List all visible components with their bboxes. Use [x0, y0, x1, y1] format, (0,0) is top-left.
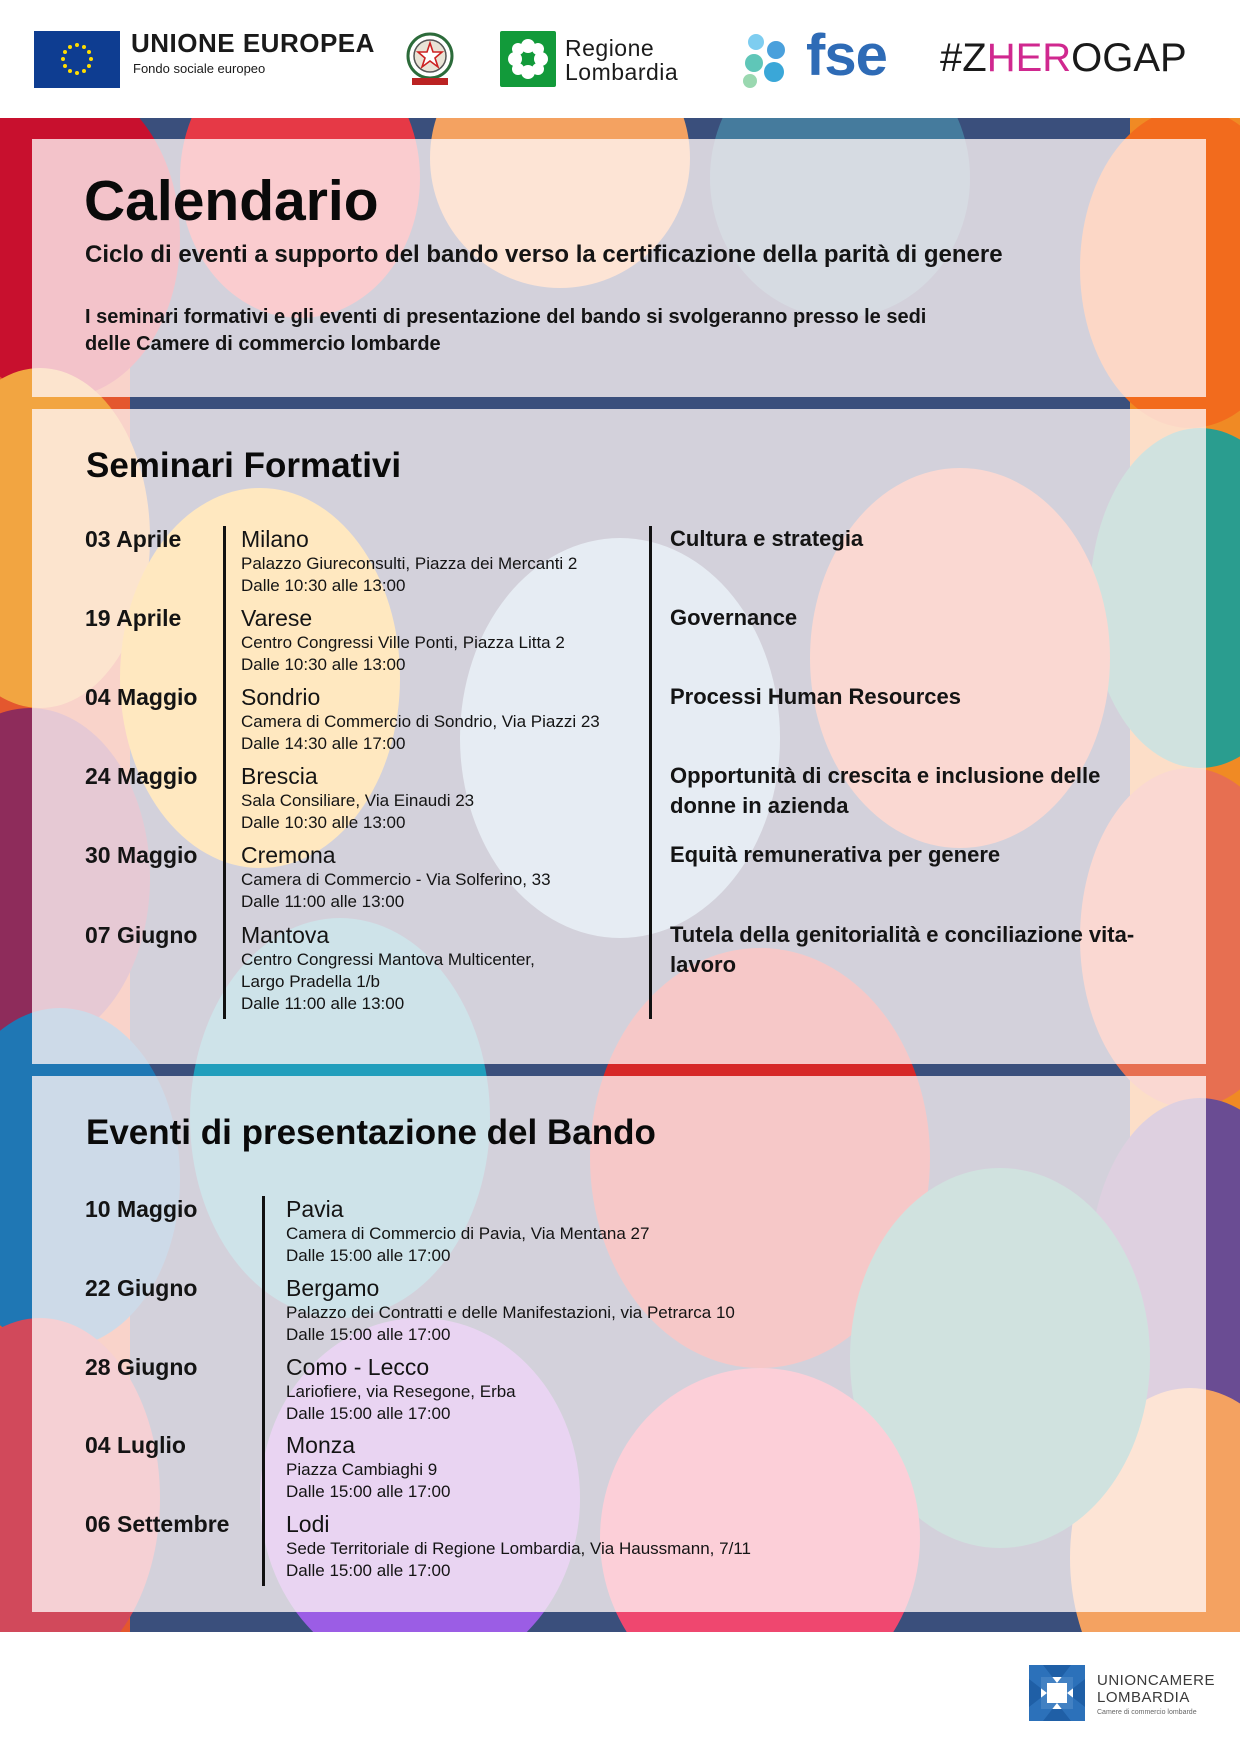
eu-subtitle: Fondo sociale europeo: [133, 61, 266, 76]
hashtag-prefix: #Z: [940, 36, 987, 80]
event-date: 04 Luglio: [85, 1432, 186, 1458]
event-topic: Opportunità di crescita e inclusione delle donne in azienda: [670, 763, 1101, 818]
event-detail: Dalle 14:30 alle 17:00: [241, 734, 406, 753]
page-subtitle: Ciclo di eventi a supporto del bando verso la certificazione della parità di genere: [85, 241, 1003, 268]
event-city: Pavia: [286, 1196, 344, 1222]
event-date: 24 Maggio: [85, 763, 198, 789]
event-topic: Cultura e strategia: [670, 526, 864, 551]
event-detail: Piazza Cambiaghi 9: [286, 1460, 438, 1479]
event-topic: Tutela della genitorialità e conciliazione vita-lavoro: [670, 922, 1135, 977]
fse-molecule-icon: [736, 30, 794, 90]
seminari-divider-left: [223, 526, 226, 1019]
event-detail: Lariofiere, via Resegone, Erba: [286, 1382, 516, 1401]
hashtag-zherogap: [940, 36, 1187, 81]
event-city: Monza: [286, 1432, 356, 1458]
event-detail: Dalle 10:30 alle 13:00: [241, 655, 406, 674]
event-detail: Dalle 10:30 alle 13:00: [241, 576, 406, 595]
event-detail: Palazzo Giureconsulti, Piazza dei Mercanti 2: [241, 554, 578, 573]
event-detail: Palazzo dei Contratti e delle Manifestazioni, via Petrarca 10: [286, 1303, 735, 1322]
event-detail: Dalle 15:00 alle 17:00: [286, 1561, 451, 1580]
event-detail: Dalle 10:30 alle 13:00: [241, 813, 406, 832]
event-detail: Dalle 15:00 alle 17:00: [286, 1246, 451, 1265]
unioncamere-wordmark: [1097, 1672, 1215, 1706]
event-date: 07 Giugno: [85, 922, 198, 948]
event-detail: Camera di Commercio di Sondrio, Via Piazzi 23: [241, 712, 600, 731]
event-detail: Dalle 11:00 alle 13:00: [241, 892, 405, 911]
event-city: Milano: [241, 526, 309, 552]
event-topic: Equità remunerativa per genere: [670, 842, 1001, 867]
event-detail: Centro Congressi Ville Ponti, Piazza Litta 2: [241, 633, 565, 652]
event-detail: Centro Congressi Mantova Multicenter,: [241, 950, 535, 969]
event-city: Brescia: [241, 763, 318, 789]
event-date: 06 Settembre: [85, 1511, 230, 1537]
event-detail: Dalle 11:00 alle 13:00: [241, 994, 405, 1013]
event-date: 30 Maggio: [85, 842, 198, 868]
event-city: Sondrio: [241, 684, 321, 710]
eu-stars-icon: [34, 31, 120, 88]
event-date: 04 Maggio: [85, 684, 198, 710]
logo-header: [0, 0, 1240, 118]
intro-line-2: delle Camere di commercio lombarde: [85, 333, 441, 355]
event-city: Cremona: [241, 842, 336, 868]
intro-line-1: I seminari formativi e gli eventi di presentazione del bando si svolgeranno presso le sedi: [85, 306, 927, 328]
event-detail: Dalle 15:00 alle 17:00: [286, 1404, 451, 1423]
event-detail: Sede Territoriale di Regione Lombardia, Via Haussmann, 7/11: [286, 1539, 751, 1558]
regione-lombardia-logo: [500, 31, 556, 87]
eventi-divider: [262, 1196, 265, 1586]
page-title: Calendario: [84, 169, 379, 233]
event-topic: Processi Human Resources: [670, 684, 962, 709]
event-detail: Largo Pradella 1/b: [241, 972, 380, 991]
event-date: 28 Giugno: [85, 1354, 198, 1380]
org-line1: UNIONCAMERE: [1097, 1672, 1216, 1689]
lombardy-rose-icon: [500, 31, 556, 87]
event-city: Como - Lecco: [286, 1354, 430, 1380]
eu-flag-logo: [34, 31, 120, 88]
event-detail: Sala Consiliare, Via Einaudi 23: [241, 791, 475, 810]
unioncamere-logo-icon: [1029, 1665, 1085, 1721]
event-detail: Dalle 15:00 alle 17:00: [286, 1325, 451, 1344]
eu-title: UNIONE EUROPEA: [131, 28, 375, 58]
event-detail: Camera di Commercio di Pavia, Via Mentana 27: [286, 1224, 650, 1243]
hashtag-highlight: HER: [986, 36, 1072, 80]
event-topic: Governance: [670, 605, 798, 630]
eventi-title: Eventi di presentazione del Bando: [86, 1113, 656, 1152]
seminari-divider-right: [649, 526, 652, 1019]
event-city: Varese: [241, 605, 313, 631]
event-city: Bergamo: [286, 1275, 380, 1301]
event-date: 03 Aprile: [85, 526, 182, 552]
intro-text: [85, 304, 1085, 358]
org-tagline: Camere di commercio lombarde: [1097, 1709, 1197, 1716]
fse-wordmark: fse: [806, 23, 887, 88]
hashtag-suffix: OGAP: [1071, 36, 1187, 80]
italian-republic-emblem-icon: [400, 28, 460, 90]
event-detail: Camera di Commercio - Via Solferino, 33: [241, 870, 551, 889]
event-date: 22 Giugno: [85, 1275, 198, 1301]
event-city: Mantova: [241, 922, 330, 948]
event-date: 19 Aprile: [85, 605, 182, 631]
regione-lombardia-text: [565, 36, 678, 84]
org-line2: LOMBARDIA: [1097, 1689, 1190, 1706]
seminari-title: Seminari Formativi: [86, 446, 402, 485]
event-city: Lodi: [286, 1511, 330, 1537]
region-line2: Lombardia: [565, 59, 679, 85]
event-detail: Dalle 15:00 alle 17:00: [286, 1482, 451, 1501]
region-line1: Regione: [565, 35, 655, 61]
event-date: 10 Maggio: [85, 1196, 198, 1222]
